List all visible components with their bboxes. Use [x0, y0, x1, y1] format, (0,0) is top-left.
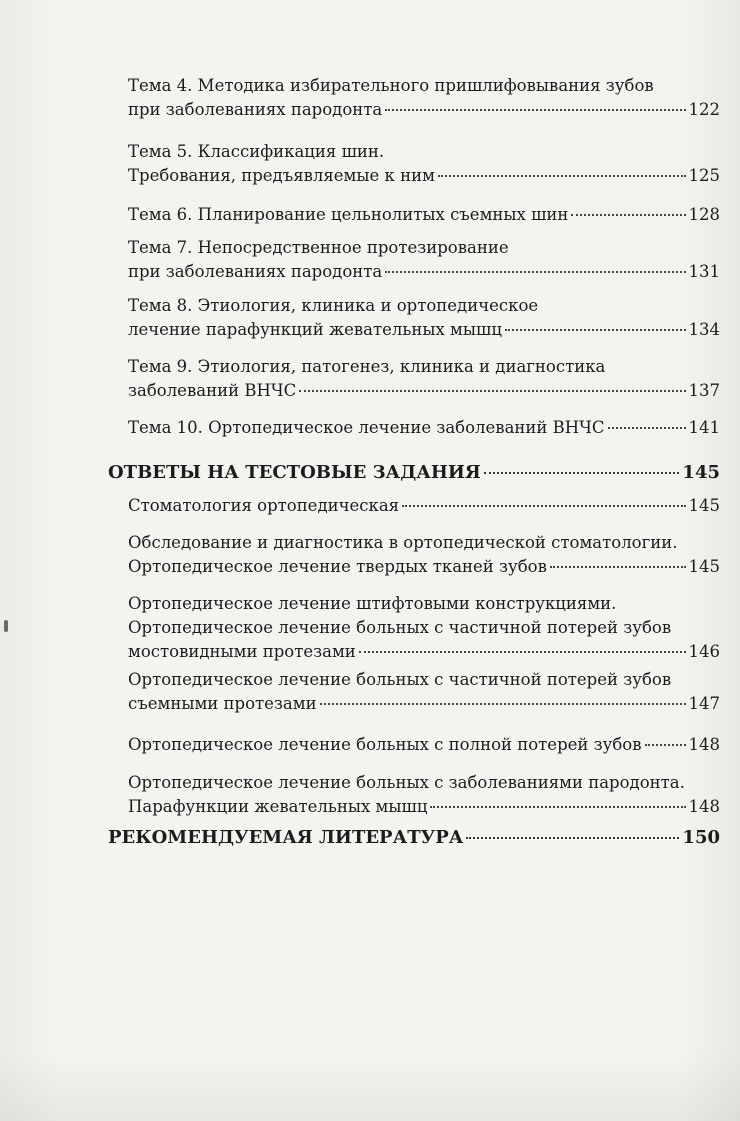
dot-leader: [550, 566, 686, 568]
page-number: 145: [682, 462, 720, 483]
dot-leader: [385, 271, 685, 273]
toc-entry-answers-2[interactable]: [128, 531, 720, 579]
dot-leader: [402, 505, 685, 507]
toc-entry-answers-4[interactable]: [128, 668, 720, 716]
dot-leader: [484, 472, 680, 474]
toc-entry-line: Ортопедическое лечение твердых тканей зубов: [128, 557, 547, 576]
toc-entry-topic-6[interactable]: [128, 203, 720, 227]
toc-entry-line: Тема 5. Классификация шин.: [128, 142, 385, 161]
dot-leader: [385, 109, 685, 111]
toc-entry-topic-10[interactable]: [128, 416, 720, 440]
toc-entry-line: Требования, предъявляемые к ним: [128, 166, 435, 185]
toc-entry-line: Парафункции жевательных мышц: [128, 797, 428, 816]
toc-entry-answers-6[interactable]: [128, 771, 720, 819]
toc-entry-answers-3[interactable]: [128, 592, 720, 664]
toc-entry-line: Ортопедическое лечение больных с заболеваниями пародонта.: [128, 773, 685, 792]
toc-section-answers[interactable]: [108, 461, 720, 485]
toc-entry-answers-5[interactable]: [128, 733, 720, 757]
toc-entry-line: Тема 4. Методика избирательного пришлифовывания зубов: [128, 76, 654, 95]
dot-leader: [430, 806, 685, 808]
page-number: 150: [682, 827, 720, 848]
page-number: 134: [688, 320, 720, 339]
toc-entry-topic-9[interactable]: [128, 355, 720, 403]
toc-entry-line: Ортопедическое лечение больных с полной потерей зубов: [128, 735, 642, 754]
toc-entry-line: Тема 7. Непосредственное протезирование: [128, 238, 509, 257]
page-number: 122: [688, 100, 720, 119]
toc-entry-line: Стоматология ортопедическая: [128, 496, 400, 515]
toc-entry-topic-4[interactable]: [128, 74, 720, 122]
page-number: 145: [688, 496, 720, 515]
page-number: 148: [688, 797, 720, 816]
toc-section-literature[interactable]: [108, 826, 720, 850]
dot-leader: [645, 744, 686, 746]
page-number: 147: [688, 694, 720, 713]
toc-section-title: РЕКОМЕНДУЕМАЯ ЛИТЕРАТУРА: [108, 827, 464, 848]
dot-leader: [608, 427, 686, 429]
toc-entry-line: лечение парафункций жевательных мышц: [128, 320, 502, 339]
dot-leader: [505, 329, 686, 331]
toc-entry-topic-7[interactable]: [128, 236, 720, 284]
toc-entry-line: Тема 8. Этиология, клиника и ортопедическое: [128, 296, 539, 315]
dot-leader: [438, 175, 686, 177]
toc-entry-line: Обследование и диагностика в ортопедической стоматологии.: [128, 533, 678, 552]
toc-entry-line: Тема 10. Ортопедическое лечение заболеваний ВНЧС: [128, 418, 605, 437]
toc-entry-topic-8[interactable]: [128, 294, 720, 342]
page-number: 125: [688, 166, 720, 185]
toc-entry-line: Ортопедическое лечение больных с частичной потерей зубов: [128, 618, 672, 637]
toc-entry-line: заболеваний ВНЧС: [128, 381, 297, 400]
toc-entry-line: Тема 6. Планирование цельнолитых съемных шин: [128, 205, 569, 224]
page-shadow: [0, 1051, 740, 1121]
dot-leader: [320, 703, 686, 705]
dot-leader: [359, 651, 686, 653]
toc-entry-line: при заболеваниях пародонта: [128, 262, 383, 281]
margin-mark: [4, 620, 8, 632]
page-number: 131: [688, 262, 720, 281]
page-number: 128: [688, 205, 720, 224]
dot-leader: [299, 390, 685, 392]
toc-entry-line: мостовидными протезами: [128, 642, 356, 661]
toc-entry-answers-1[interactable]: [128, 494, 720, 518]
page-number: 141: [688, 418, 720, 437]
page-number: 148: [688, 735, 720, 754]
toc-section-title: ОТВЕТЫ НА ТЕСТОВЫЕ ЗАДАНИЯ: [108, 462, 481, 483]
toc-entry-line: Тема 9. Этиология, патогенез, клиника и диагностика: [128, 357, 606, 376]
page-number: 145: [688, 557, 720, 576]
dot-leader: [466, 837, 679, 839]
toc-entry-line: при заболеваниях пародонта: [128, 100, 383, 119]
toc-entry-line: Ортопедическое лечение больных с частичной потерей зубов: [128, 670, 672, 689]
toc-entry-line: съемными протезами: [128, 694, 317, 713]
page-number: 146: [688, 642, 720, 661]
toc-entry-topic-5[interactable]: [128, 140, 720, 188]
dot-leader: [571, 214, 685, 216]
page-number: 137: [688, 381, 720, 400]
toc-entry-line: Ортопедическое лечение штифтовыми конструкциями.: [128, 594, 617, 613]
